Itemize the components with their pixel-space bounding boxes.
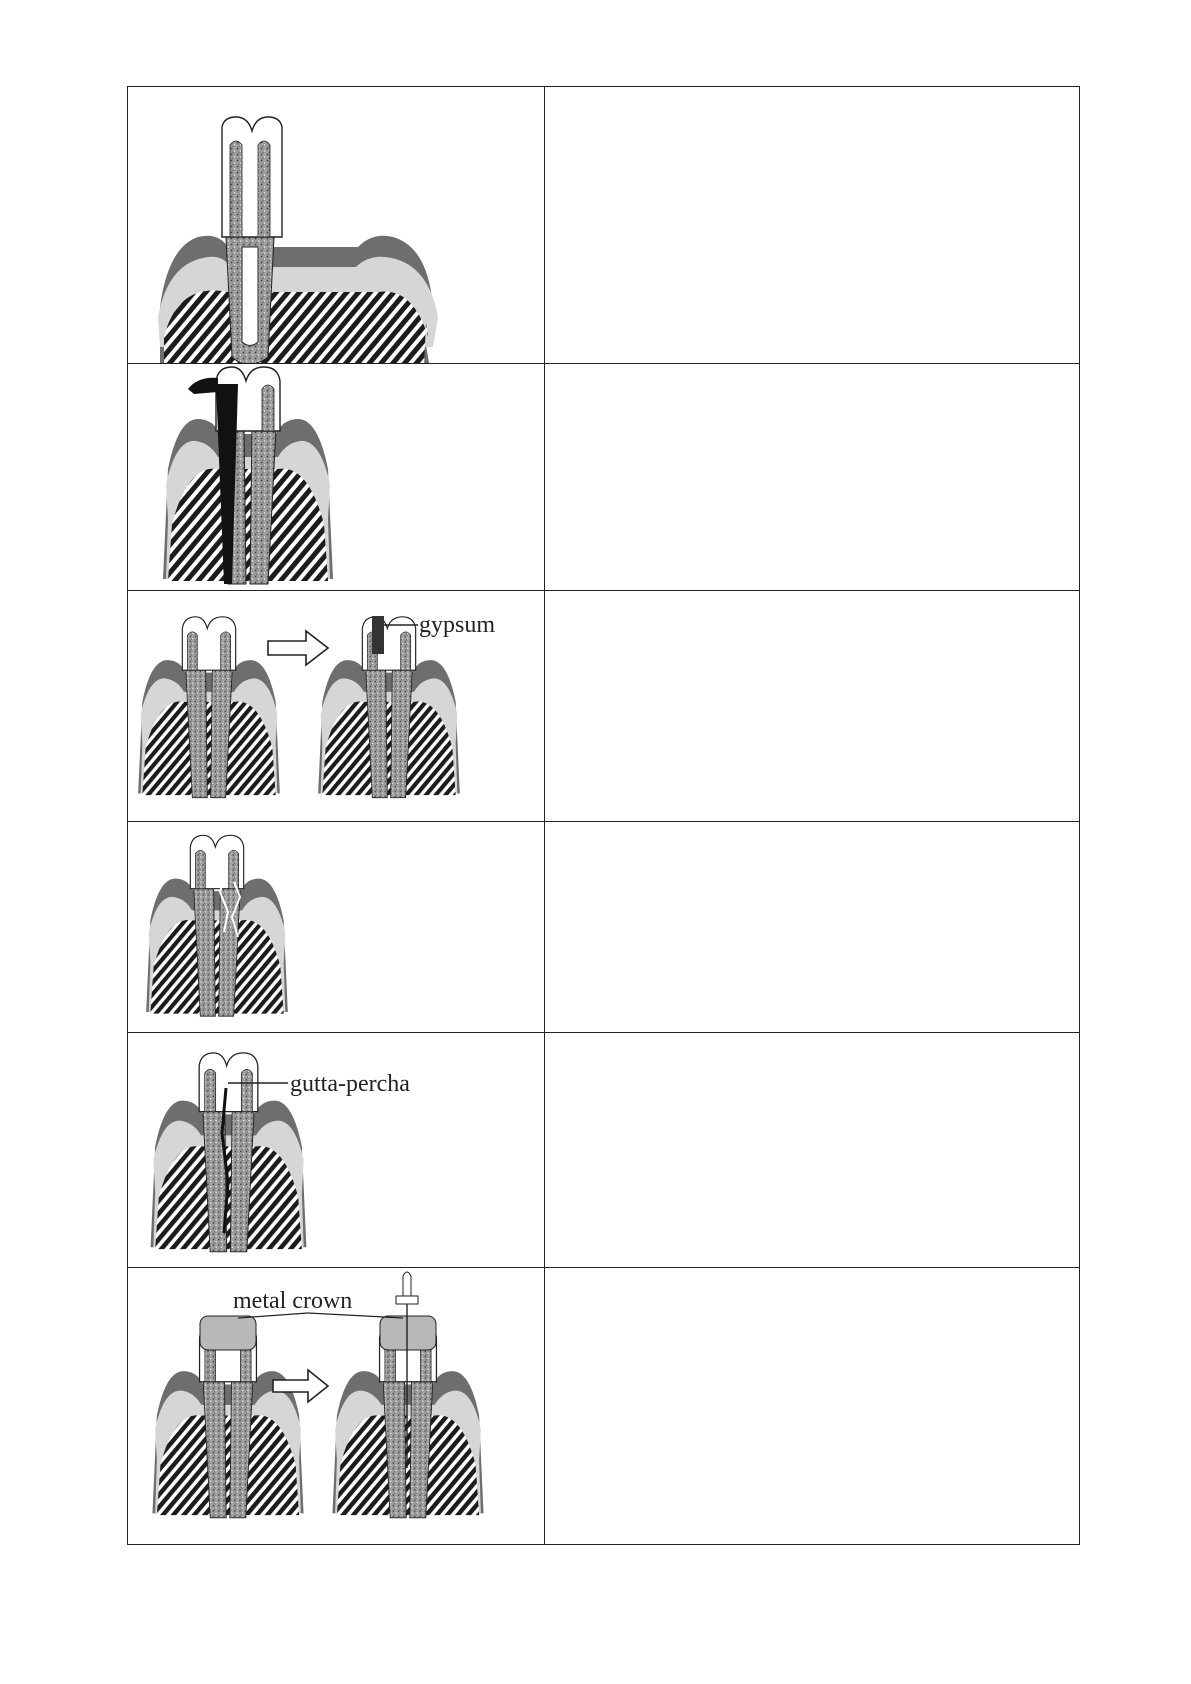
description-cell bbox=[545, 822, 1080, 1033]
metal-crown-shape bbox=[380, 1316, 436, 1350]
figure-cell bbox=[128, 87, 545, 364]
gypsum-label: gypsum bbox=[419, 612, 496, 638]
arrow-right-icon bbox=[268, 631, 328, 665]
procedure-table bbox=[127, 86, 1080, 1545]
tooth-illustration-5 bbox=[128, 1033, 544, 1267]
figure-cell bbox=[128, 591, 545, 822]
description-cell bbox=[545, 591, 1080, 822]
metal-crown-shape bbox=[200, 1316, 256, 1350]
gutta-percha-label: gutta-percha bbox=[290, 1071, 410, 1097]
tooth-illustration-1 bbox=[128, 87, 544, 363]
figure-cell bbox=[128, 364, 545, 591]
tooth-illustration-4 bbox=[128, 822, 544, 1032]
table-row bbox=[128, 1033, 1080, 1268]
table-row bbox=[128, 364, 1080, 591]
description-cell bbox=[545, 87, 1080, 364]
figure-cell bbox=[128, 1033, 545, 1268]
table-row bbox=[128, 1268, 1080, 1545]
description-cell bbox=[545, 1033, 1080, 1268]
metal-crown-label: metal crown bbox=[233, 1288, 353, 1314]
description-cell bbox=[545, 364, 1080, 591]
gypsum-fill bbox=[372, 616, 384, 654]
endodontic-file-icon bbox=[403, 1272, 411, 1296]
table-row bbox=[128, 87, 1080, 364]
tooth-illustration-2 bbox=[128, 364, 544, 590]
tooth-illustration-6 bbox=[128, 1268, 544, 1544]
figure-cell bbox=[128, 822, 545, 1033]
table-row bbox=[128, 591, 1080, 822]
table-row bbox=[128, 822, 1080, 1033]
figure-cell bbox=[128, 1268, 545, 1545]
description-cell bbox=[545, 1268, 1080, 1545]
tooth-illustration-3 bbox=[128, 591, 544, 821]
